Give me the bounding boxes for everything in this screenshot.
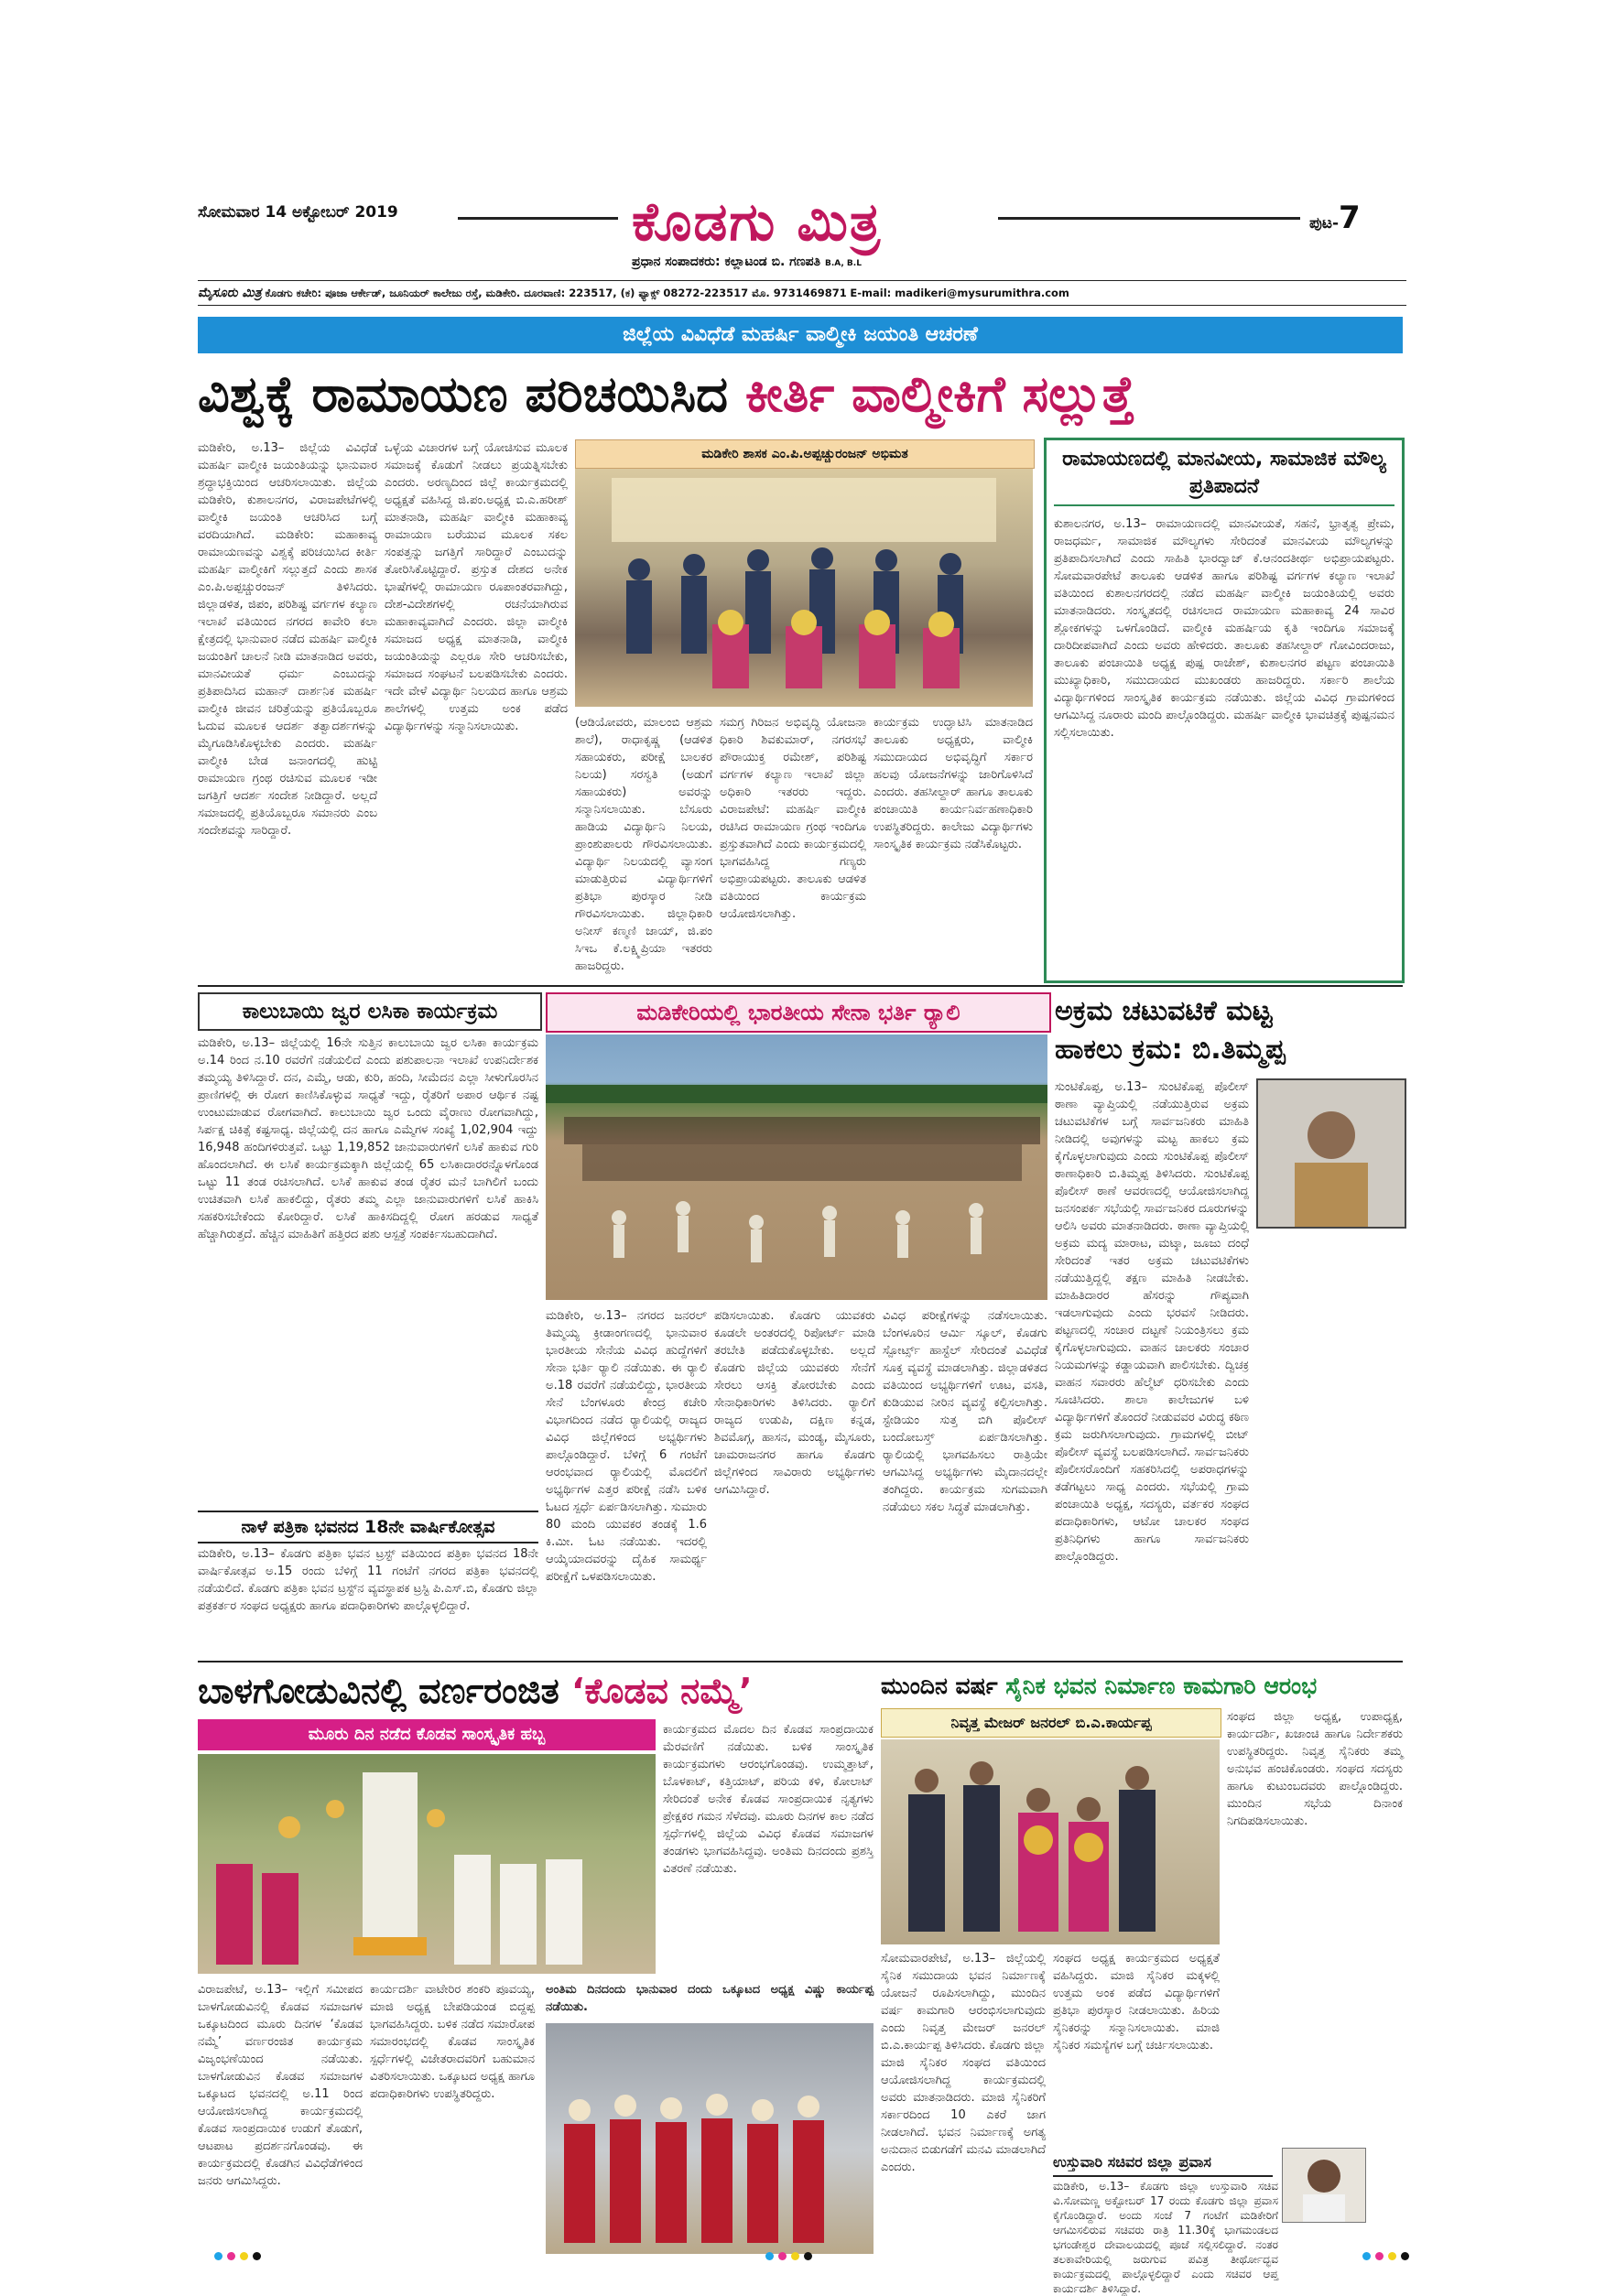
lead-photo-illustration (575, 469, 1033, 707)
sainik-subhead-text: ನಿವೃತ್ತ ಮೇಜರ್ ಜನರಲ್ ಬಿ.ಎ.ಕಾರ್ಯಪ್ಪ (950, 1714, 1152, 1731)
kodava-headline-black: ಬಾಳಗೋಡುವಿನಲ್ಲಿ ವರ್ಣರಂಜಿತ (198, 1671, 559, 1711)
kodava-dance-illustration (546, 2023, 874, 2254)
sainik-subhead (881, 1708, 1221, 1738)
office-address: ಕೊಡಗು ಕಚೇರಿ: ಪೂಜಾ ಆರ್ಕೇಡ್, ಜೂನಿಯರ್ ಕಾಲೇಜು ರಸ್ತೆ, ಮಡಿಕೇರಿ. ದೂರವಾಣಿ: 223517, (ಕ) ಫ್ಯಾಕ್ಸ್ 08272-223517 ಮೊ. 9731469871 (265, 287, 847, 299)
kodava-kicker (198, 1719, 656, 1750)
reg-dot-6 (778, 2252, 787, 2260)
patrika-headline (198, 1511, 538, 1543)
page-label: ಪುಟ- (1309, 214, 1339, 233)
kodava-col-1: ವಿರಾಜಪೇಟೆ, ಅ.13– ಇಲ್ಲಿಗೆ ಸಮೀಪದ ಬಾಳಗೋಡುವಿನಲ್ಲಿ ಕೊಡವ ಸಮಾಜಗಳ ಒಕ್ಕೂಟದಿಂದ ಮೂರು ದಿನಗಳ ‘ಕೊಡವ ನಮ್ಮೆ’ ವರ್ಣರಂಜಿತ ಕಾರ್ಯಕ್ರಮ ವಿಜೃಂಭಣೆಯಿಂದ ನಡೆಯಿತು. ಬಾಳಗೋಡುವಿನ ಕೊಡವ ಸಮಾಜಗಳ ಒಕ್ಕೂಟದ ಭವನದಲ್ಲಿ ಅ.11 ರಿಂದ ಆಯೋಜಿಸಲಾಗಿದ್ದ ಕಾರ್ಯಕ್ರಮದಲ್ಲಿ ಕೊಡವ ಸಾಂಪ್ರದಾಯಿಕ ಉಡುಗೆ ತೊಡುಗೆ, ಆಟಪಾಟ ಪ್ರದರ್ಶನಗೊಂಡವು. ಈ ಕಾರ್ಯಕ್ರಮದಲ್ಲಿ ಕೊಡಗಿನ ವಿವಿಧೆಡೆಗಳಿಂದ ಜನರು ಆಗಮಿಸಿದ್ದರು. (198, 1983, 363, 2188)
reg-dot-2 (227, 2252, 235, 2260)
army-rally-headline-text: ಮಡಿಕೇರಿಯಲ್ಲಿ ಭಾರತೀಯ ಸೇನಾ ಭರ್ತಿ ರ‍್ಯಾಲಿ (636, 1000, 960, 1025)
army-rally-col-3: ವಿವಿಧ ಪರೀಕ್ಷೆಗಳನ್ನು ನಡೆಸಲಾಯಿತು. ಬೆಂಗಳೂರಿನ ಆರ್ಮಿ ಸ್ಕೂಲ್, ಕೊಡಗು ಸ್ಪೋರ್ಟ್ಸ್ ಹಾಸ್ಟೆಲ್ ಸೇರಿದಂತೆ ವಿವಿಧೆಡೆ ಸೂಕ್ತ ವ್ಯವಸ್ಥೆ ಮಾಡಲಾಗಿತ್ತು. ಜಿಲ್ಲಾಡಳಿತದ ವತಿಯಿಂದ ಅಭ್ಯರ್ಥಿಗಳಿಗೆ ಊಟ, ವಸತಿ, ಕುಡಿಯುವ ನೀರಿನ ವ್ಯವಸ್ಥೆ ಕಲ್ಪಿಸಲಾಗಿತ್ತು. ಸ್ಟೇಡಿಯಂ ಸುತ್ತ ಬಿಗಿ ಪೊಲೀಸ್ ಬಂದೋಬಸ್ತ್ ಏರ್ಪಡಿಸಲಾಗಿತ್ತು. ರ‍್ಯಾಲಿಯಲ್ಲಿ ಭಾಗವಹಿಸಲು ರಾತ್ರಿಯೇ ಆಗಮಿಸಿದ್ದ ಅಭ್ಯರ್ಥಿಗಳು ಮೈದಾನದಲ್ಲೇ ತಂಗಿದ್ದರು. ಕಾರ್ಯಕ್ರಮ ಸುಗಮವಾಗಿ ನಡೆಯಲು ಸಕಲ ಸಿದ್ಧತೆ ಮಾಡಲಾಗಿತ್ತು. (883, 1309, 1047, 1514)
akrama-headline (1055, 992, 1403, 1073)
kodava-col-3: ಕಾರ್ಯಕ್ರಮದ ಮೊದಲ ದಿನ ಕೊಡವ ಸಾಂಪ್ರದಾಯಿಕ ಮೆರವಣಿಗೆ ನಡೆಯಿತು. ಬಳಿಕ ಸಾಂಸ್ಕೃತಿಕ ಕಾರ್ಯಕ್ರಮಗಳು ಆರಂಭಗೊಂಡವು. ಉಮ್ಮತ್ತಾಟ್, ಬೊಳಕಾಟ್, ಕತ್ತಿಯಾಟ್, ಪರಿಯ ಕಳಿ, ಕೋಲಾಟ್ ಸೇರಿದಂತೆ ಅನೇಕ ಕೊಡವ ಸಾಂಪ್ರದಾಯಿಕ ನೃತ್ಯಗಳು ಪ್ರೇಕ್ಷಕರ ಗಮನ ಸೆಳೆದವು. ಮೂರು ದಿನಗಳ ಕಾಲ ನಡೆದ ಸ್ಪರ್ಧೆಗಳಲ್ಲಿ ಜಿಲ್ಲೆಯ ವಿವಿಧ ಕೊಡವ ಸಮಾಜಗಳ ತಂಡಗಳು ಭಾಗವಹಿಸಿದ್ದವು. ಅಂತಿಮ ದಿನದಂದು ಪ್ರಶಸ್ತಿ ವಿತರಣೆ ನಡೆಯಿತು. (663, 1723, 874, 1876)
reg-dot-3 (240, 2252, 248, 2260)
masthead-rule-left (458, 217, 618, 220)
kalubai-headline (198, 992, 542, 1031)
lead-photo-caption (575, 439, 1035, 469)
akrama-headline-line-1: ಅಕ್ರಮ ಚಟುವಟಿಕೆ ಮಟ್ಟ (1055, 995, 1273, 1027)
akrama-photo (1256, 1078, 1406, 1229)
reg-dot-5 (765, 2252, 774, 2260)
kalubai-body: ಮಡಿಕೇರಿ, ಅ.13– ಜಿಲ್ಲೆಯಲ್ಲಿ 16ನೇ ಸುತ್ತಿನ ಕಾಲುಬಾಯಿ ಜ್ವರ ಲಸಿಕಾ ಕಾರ್ಯಕ್ರಮ ಅ.14 ರಿಂದ ನ.10 ರವರೆಗೆ ನಡೆಯಲಿದೆ ಎಂದು ಪಶುಪಾಲನಾ ಇಲಾಖೆ ಉಪನಿರ್ದೇಶಕ ತಮ್ಮಯ್ಯ ತಿಳಿಸಿದ್ದಾರೆ. ದನ, ಎಮ್ಮೆ, ಆಡು, ಕುರಿ, ಹಂದಿ, ಸೀಮೆದನ ಎಲ್ಲಾ ಸೀಳುಗೊರಸಿನ ಪ್ರಾಣಿಗಳಲ್ಲಿ ಈ ರೋಗ ಕಾಣಿಸಿಕೊಳ್ಳುವ ಸಾಧ್ಯತೆ ಇದ್ದು, ರೈತರಿಗೆ ಅಪಾರ ಆರ್ಥಿಕ ನಷ್ಟ ಉಂಟುಮಾಡುವ ರೋಗವಾಗಿದೆ. ಕಾಲುಬಾಯಿ ಜ್ವರ ಒಂದು ವೈರಾಣು ರೋಗವಾಗಿದ್ದು, ಸಿರ್ಪಕ್ಷ ಚಿಕಿತ್ಸೆ ಕಷ್ಟಸಾಧ್ಯ. ಜಿಲ್ಲೆಯಲ್ಲಿ ದನ ಹಾಗೂ ಎಮ್ಮೆಗಳ ಸಂಖ್ಯೆ 1,02,904 ಇದ್ದು 16,948 ಹಂದಿಗಳಿರುತ್ತವೆ. ಒಟ್ಟು 1,19,852 ಜಾನುವಾರುಗಳಿಗೆ ಲಸಿಕೆ ಹಾಕುವ ಗುರಿ ಹೊಂದಲಾಗಿದೆ. ಈ ಲಸಿಕೆ ಕಾರ್ಯಕ್ರಮಕ್ಕಾಗಿ ಜಿಲ್ಲೆಯಲ್ಲಿ 65 ಲಸಿಕಾದಾರರನ್ನೊಳಗೊಂಡ ಒಟ್ಟು 11 ತಂಡ ರಚಿಸಲಾಗಿದೆ. ಲಸಿಕೆ ಹಾಕುವ ತಂಡ ರೈತರ ಮನೆ ಬಾಗಿಲಿಗೆ ಬಂದು ಉಚಿತವಾಗಿ ಲಸಿಕೆ ಹಾಕಲಿದ್ದು, ರೈತರು ತಮ್ಮ ಎಲ್ಲಾ ಜಾನುವಾರುಗಳಿಗೆ ಲಸಿಕೆ ಹಾಕಿಸಿ ಸಹಕರಿಸಬೇಕೆಂದು ಕೋರಿದ್ದಾರೆ. ಲಸಿಕೆ ಹಾಕಿಸದಿದ್ದಲ್ಲಿ ರೋಗ ಹರಡುವ ಸಾಧ್ಯತೆ ಹೆಚ್ಚಾಗಿರುತ್ತದೆ. ಹೆಚ್ಚಿನ ಮಾಹಿತಿಗೆ ಹತ್ತಿರದ ಪಶು ಆಸ್ಪತ್ರೆ ಸಂಪರ್ಕಿಸಬಹುದಾಗಿದೆ. (198, 1036, 538, 1241)
army-rally-illustration (546, 1034, 1047, 1300)
sainik-headline-black: ಮುಂದಿನ ವರ್ಷ (881, 1673, 998, 1699)
kodava-photo-dance (546, 2023, 874, 2254)
lead-photo-caption-text: ಮಡಿಕೇರಿ ಶಾಸಕ ಎಂ.ಪಿ.ಅಪ್ಪಚ್ಚುರಂಜನ್ ಅಭಿಮತ (701, 447, 908, 461)
reg-dot-7 (791, 2252, 799, 2260)
lead-photo (575, 469, 1033, 707)
page-number (1309, 200, 1361, 236)
lead-kicker (198, 317, 1403, 353)
officer-portrait (1258, 1080, 1405, 1227)
office-strip (198, 280, 1406, 306)
lead-headline-red: ಕೀರ್ತಿ ವಾಲ್ಮೀಕಿಗೆ ಸಲ್ಲುತ್ತೆ (744, 365, 1135, 423)
masthead-title: ಕೊಡಗು ಮಿತ್ರ (632, 190, 883, 253)
akrama-body-top (1055, 1078, 1249, 1564)
kodava-photo-main (198, 1754, 656, 1974)
lead-col-3: (ಆಡಿಯೋವರು, ಮಾಲಂಬಿ ಆಶ್ರಮ ಶಾಲೆ), ರಾಧಾಕೃಷ್ಣ (ಆಡಳಿತ ಸಹಾಯಕರು, ಪರೀಕ್ಷೆ ಬಾಲಕರ ನಿಲಯ) ಸರಸ್ವತಿ (ಅಡುಗೆ ಸಹಾಯಕರು) ಅವರನ್ನು ಸನ್ಮಾನಿಸಲಾಯಿತು. ಬೆಸೂರು ಹಾಡಿಯ ವಿದ್ಯಾರ್ಥಿನಿ ನಿಲಯ, ಪ್ರಾಂಶುಪಾಲರು ಗೌರವಿಸಲಾಯಿತು. ವಿದ್ಯಾರ್ಥಿ ನಿಲಯದಲ್ಲಿ ವ್ಯಾಸಂಗ ಮಾಡುತ್ತಿರುವ ವಿದ್ಯಾರ್ಥಿಗಳಿಗೆ ಪ್ರತಿಭಾ ಪುರಸ್ಕಾರ ನೀಡಿ ಗೌರವಿಸಲಾಯಿತು. ಜಿಲ್ಲಾಧಿಕಾರಿ ಅನೀಸ್ ಕಣ್ಮಣಿ ಜಾಯ್, ಜಿ.ಪಂ ಸಿಇಒ ಕೆ.ಲಕ್ಷ್ಮಿಪ್ರಿಯಾ ಇತರರು ಹಾಜರಿದ್ದರು. (575, 716, 712, 973)
kodava-col-2: ಕಾರ್ಯದರ್ಶಿ ವಾಟೇರಿರ ಶಂಕರಿ ಪೂವಯ್ಯ, ಮಾಜಿ ಅಧ್ಯಕ್ಷ ಬೇಪಡಿಯಂಡ ಬಿದ್ದಪ್ಪ ಭಾಗವಹಿಸಿದ್ದರು. ಬಳಿಕ ನಡೆದ ಸಮಾರೋಪ ಸಮಾರಂಭದಲ್ಲಿ ಕೊಡವ ಸಾಂಸ್ಕೃತಿಕ ಸ್ಪರ್ಧೆಗಳಲ್ಲಿ ವಿಜೇತರಾದವರಿಗೆ ಬಹುಮಾನ ವಿತರಿಸಲಾಯಿತು. ಒಕ್ಕೂಟದ ಅಧ್ಯಕ್ಷ ಹಾಗೂ ಪದಾಧಿಕಾರಿಗಳು ಉಪಸ್ಥಿತರಿದ್ದರು. (370, 1983, 535, 2101)
editor-degree: B.A, B.L (824, 259, 862, 268)
usturi-headline-text: ಉಸ್ತುವಾರಿ ಸಚಿವರ ಜಿಲ್ಲಾ ಪ್ರವಾಸ (1053, 2153, 1211, 2171)
kalubai-headline-text: ಕಾಲುಬಾಯಿ ಜ್ವರ ಲಸಿಕಾ ಕಾರ್ಯಕ್ರಮ (242, 1000, 498, 1023)
akrama-body: ಸುಂಟಿಕೊಪ್ಪ, ಅ.13– ಸುಂಟಿಕೊಪ್ಪ ಪೊಲೀಸ್ ಠಾಣಾ ವ್ಯಾಪ್ತಿಯಲ್ಲಿ ನಡೆಯುತ್ತಿರುವ ಅಕ್ರಮ ಚಟುವಟಿಕೆಗಳ ಬಗ್ಗೆ ಸಾರ್ವಜನಿಕರು ಮಾಹಿತಿ ನೀಡಿದಲ್ಲಿ ಅವುಗಳನ್ನು ಮಟ್ಟ ಹಾಕಲು ಕ್ರಮ ಕೈಗೊಳ್ಳಲಾಗುವುದು ಎಂದು ಸುಂಟಿಕೊಪ್ಪ ಪೊಲೀಸ್ ಠಾಣಾಧಿಕಾರಿ ಬಿ.ತಿಮ್ಮಪ್ಪ ತಿಳಿಸಿದರು. ಸುಂಟಿಕೊಪ್ಪ ಪೊಲೀಸ್ ಠಾಣೆ ಆವರಣದಲ್ಲಿ ಆಯೋಜಿಸಲಾಗಿದ್ದ ಜನಸಂಪರ್ಕ ಸಭೆಯಲ್ಲಿ ಸಾರ್ವಜನಿಕರ ದೂರುಗಳನ್ನು ಆಲಿಸಿ ಅವರು ಮಾತನಾಡಿದರು. ಠಾಣಾ ವ್ಯಾಪ್ತಿಯಲ್ಲಿ ಅಕ್ರಮ ಮದ್ಯ ಮಾರಾಟ, ಮಟ್ಕಾ, ಜೂಜು ದಂಧೆ ಸೇರಿದಂತೆ ಇತರ ಅಕ್ರಮ ಚಟುವಟಿಕೆಗಳು ನಡೆಯುತ್ತಿದ್ದಲ್ಲಿ ತಕ್ಷಣ ಮಾಹಿತಿ ನೀಡಬೇಕು. ಮಾಹಿತಿದಾರರ ಹೆಸರನ್ನು ಗೌಪ್ಯವಾಗಿ ಇಡಲಾಗುವುದು ಎಂದು ಭರವಸೆ ನೀಡಿದರು. ಪಟ್ಟಣದಲ್ಲಿ ಸಂಚಾರ ದಟ್ಟಣೆ ನಿಯಂತ್ರಿಸಲು ಕ್ರಮ ಕೈಗೊಳ್ಳಲಾಗುವುದು. ವಾಹನ ಚಾಲಕರು ಸಂಚಾರ ನಿಯಮಗಳನ್ನು ಕಡ್ಡಾಯವಾಗಿ ಪಾಲಿಸಬೇಕು. ದ್ವಿಚಕ್ರ ವಾಹನ ಸವಾರರು ಹೆಲ್ಮೆಟ್ ಧರಿಸಬೇಕು ಎಂದು ಸೂಚಿಸಿದರು. ಶಾಲಾ ಕಾಲೇಜುಗಳ ಬಳಿ ವಿದ್ಯಾರ್ಥಿಗಳಿಗೆ ತೊಂದರೆ ನೀಡುವವರ ವಿರುದ್ಧ ಕಠಿಣ ಕ್ರಮ ಜರುಗಿಸಲಾಗುವುದು. ಗ್ರಾಮಗಳಲ್ಲಿ ಬೀಟ್ ಪೊಲೀಸ್ ವ್ಯವಸ್ಥೆ ಬಲಪಡಿಸಲಾಗಿದೆ. ಸಾರ್ವಜನಿಕರು ಪೊಲೀಸರೊಂದಿಗೆ ಸಹಕರಿಸಿದಲ್ಲಿ ಅಪರಾಧಗಳನ್ನು ತಡೆಗಟ್ಟಲು ಸಾಧ್ಯ ಎಂದರು. ಸಭೆಯಲ್ಲಿ ಗ್ರಾಮ ಪಂಚಾಯಿತಿ ಅಧ್ಯಕ್ಷ, ಸದಸ್ಯರು, ವರ್ತಕರ ಸಂಘದ ಪದಾಧಿಕಾರಿಗಳು, ಆಟೋ ಚಾಲಕರ ಸಂಘದ ಪ್ರತಿನಿಧಿಗಳು ಹಾಗೂ ಸಾರ್ವಜನಿಕರು ಪಾಲ್ಗೊಂಡಿದ್ದರು. (1055, 1080, 1249, 1564)
akrama-headline-line-2: ಹಾಕಲು ಕ್ರಮ: ಬಿ.ತಿಮ್ಮಪ್ಪ (1055, 1034, 1286, 1066)
lead-col-4: ಸಮಗ್ರ ಗಿರಿಜನ ಅಭಿವೃದ್ಧಿ ಯೋಜನಾ ಧಿಕಾರಿ ಶಿವಕುಮಾರ್, ನಗರಸಭೆ ಪೌರಾಯುಕ್ತ ರಮೇಶ್, ಪರಿಶಿಷ್ಟ ವರ್ಗಗಳ ಕಲ್ಯಾಣ ಇಲಾಖೆ ಜಿಲ್ಲಾ ಅಧಿಕಾರಿ ಇತರರು ಇದ್ದರು. ವಿರಾಜಪೇಟೆ: ಮಹರ್ಷಿ ವಾಲ್ಮೀಕಿ ರಚಿಸಿದ ರಾಮಾಯಣ ಗ್ರಂಥ ಇಂದಿಗೂ ಪ್ರಸ್ತುತವಾಗಿದೆ ಎಂದು ಕಾರ್ಯಕ್ರಮದಲ್ಲಿ ಭಾಗವಹಿಸಿದ್ದ ಗಣ್ಯರು ಅಭಿಪ್ರಾಯಪಟ್ಟರು. ತಾಲೂಕು ಆಡಳಿತ ವತಿಯಿಂದ ಕಾರ್ಯಕ್ರಮ ಆಯೋಜಿಸಲಾಗಿತ್ತು. (720, 716, 866, 921)
row2-divider (198, 985, 1403, 987)
kodava-headline-red: ‘ಕೊಡವ ನಮ್ಮೆ’ (571, 1671, 753, 1711)
patrika-headline-text: ನಾಳೆ ಪತ್ರಿಕಾ ಭವನದ 18ನೇ ವಾರ್ಷಿಕೋತ್ಸವ (241, 1517, 495, 1537)
patrika-body: ಮಡಿಕೇರಿ, ಅ.13– ಕೊಡಗು ಪತ್ರಿಕಾ ಭವನ ಟ್ರಸ್ಟ್ ವತಿಯಿಂದ ಪತ್ರಿಕಾ ಭವನದ 18ನೇ ವಾರ್ಷಿಕೋತ್ಸವ ಅ.15 ರಂದು ಬೆಳಿಗ್ಗೆ 11 ಗಂಟೆಗೆ ನಗರದ ಪತ್ರಿಕಾ ಭವನದಲ್ಲಿ ನಡೆಯಲಿದೆ. ಕೊಡಗು ಪತ್ರಿಕಾ ಭವನ ಟ್ರಸ್ಟ್‌ನ ವ್ಯವಸ್ಥಾಪಕ ಟ್ರಸ್ಟಿ ಪಿ.ಎಸ್.ಬಿ, ಕೊಡಗು ಜಿಲ್ಲಾ ಪತ್ರಕರ್ತರ ಸಂಘದ ಅಧ್ಯಕ್ಷರು ಹಾಗೂ ಪದಾಧಿಕಾರಿಗಳು ಪಾಲ್ಗೊಳ್ಳಲಿದ್ದಾರೆ. (198, 1547, 538, 1613)
editor-line (632, 255, 862, 269)
usturi-headline (1053, 2150, 1273, 2177)
masthead-rule-right (998, 217, 1300, 220)
editor-name: ಪ್ರಧಾನ ಸಂಪಾದಕರು: ಕಲ್ಲಾಟಂಡ ಬಿ. ಗಣಪತಿ (632, 255, 821, 269)
lead-col-1: ಮಡಿಕೇರಿ, ಅ.13– ಜಿಲ್ಲೆಯ ವಿವಿಧೆಡೆ ಮಹರ್ಷಿ ವಾಲ್ಮೀಕಿ ಜಯಂತಿಯನ್ನು ಭಾನುವಾರ ಶ್ರದ್ಧಾಭಕ್ತಿಯಿಂದ ಆಚರಿಸಲಾಯಿತು. ಜಿಲ್ಲೆಯ ಮಡಿಕೇರಿ, ಕುಶಾಲನಗರ, ವಿರಾಜಪೇಟೆಗಳಲ್ಲಿ ವಾಲ್ಮೀಕಿ ಜಯಂತಿ ಆಚರಿಸಿದ ಬಗ್ಗೆ ವರದಿಯಾಗಿದೆ. ಮಡಿಕೇರಿ: ಮಹಾಕಾವ್ಯ ರಾಮಾಯಣವನ್ನು ವಿಶ್ವಕ್ಕೆ ಪರಿಚಯಿಸಿದ ಕೀರ್ತಿ ಮಹರ್ಷಿ ವಾಲ್ಮೀಕಿಗೆ ಸಲ್ಲುತ್ತದೆ ಎಂದು ಶಾಸಕ ಎಂ.ಪಿ.ಅಪ್ಪಚ್ಚುರಂಜನ್ ತಿಳಿಸಿದರು. ಜಿಲ್ಲಾಡಳಿತ, ಜಿಪಂ, ಪರಿಶಿಷ್ಟ ವರ್ಗಗಳ ಕಲ್ಯಾಣ ಇಲಾಖೆ ವತಿಯಿಂದ ನಗರದ ಕಾವೇರಿ ಕಲಾ ಕ್ಷೇತ್ರದಲ್ಲಿ ಭಾನುವಾರ ನಡೆದ ಮಹರ್ಷಿ ವಾಲ್ಮೀಕಿ ಜಯಂತಿಗೆ ಚಾಲನೆ ನೀಡಿ ಮಾತನಾಡಿದ ಅವರು, ಮಾನವೀಯತೆ ಧರ್ಮ ಎಂಬುದನ್ನು ಪ್ರತಿಪಾದಿಸಿದ ಮಹಾನ್ ದಾರ್ಶನಿಕ ಮಹರ್ಷಿ ವಾಲ್ಮೀಕಿ ಜೀವನ ಚರಿತ್ರೆಯನ್ನು ಪ್ರತಿಯೊಬ್ಬರೂ ಓದುವ ಮೂಲಕ ಆದರ್ಶ ತತ್ವಾದರ್ಶಗಳನ್ನು ಮೈಗೂಡಿಸಿಕೊಳ್ಳಬೇಕು ಎಂದರು. ಮಹರ್ಷಿ ವಾಲ್ಮೀಕಿ ಬೇಡ ಜನಾಂಗದಲ್ಲಿ ಹುಟ್ಟಿ ರಾಮಾಯಣ ಗ್ರಂಥ ರಚಿಸುವ ಮೂಲಕ ಇಡೀ ಜಗತ್ತಿಗೆ ಆದರ್ಶ ಸಂದೇಶ ನೀಡಿದ್ದಾರೆ. ಅಲ್ಲದೆ ಸಮಾಜದಲ್ಲಿ ಪ್ರತಿಯೊಬ್ಬರೂ ಸಮಾನರು ಎಂಬ ಸಂದೇಶವನ್ನು ಸಾರಿದ್ದಾರೆ. (198, 441, 377, 838)
masthead (0, 0, 1606, 302)
usturi-body: ಮಡಿಕೇರಿ, ಅ.13– ಕೊಡಗು ಜಿಲ್ಲಾ ಉಸ್ತುವಾರಿ ಸಚಿವ ವಿ.ಸೋಮಣ್ಣ ಅಕ್ಟೋಬರ್ 17 ರಂದು ಕೊಡಗು ಜಿಲ್ಲಾ ಪ್ರವಾಸ ಕೈಗೊಂಡಿದ್ದಾರೆ. ಅಂದು ಸಂಜೆ 7 ಗಂಟೆಗೆ ಮಡಿಕೇರಿಗೆ ಆಗಮಿಸಲಿರುವ ಸಚಿವರು ರಾತ್ರಿ 11.30ಕ್ಕೆ ಭಾಗಮಂಡಲದ ಭಗಂಡೇಶ್ವರ ದೇವಾಲಯದಲ್ಲಿ ಪೂಜೆ ಸಲ್ಲಿಸಲಿದ್ದಾರೆ. ನಂತರ ತಲಕಾವೇರಿಯಲ್ಲಿ ಜರುಗುವ ಪವಿತ್ರ ತೀರ್ಥೋದ್ಭವ ಕಾರ್ಯಕ್ರಮದಲ್ಲಿ ಪಾಲ್ಗೊಳ್ಳಲಿದ್ದಾರೆ ಎಂದು ಸಚಿವರ ಆಪ್ತ ಕಾರ್ಯದರ್ಶಿ ತಿಳಿಸಿದ್ದಾರೆ. (1053, 2180, 1278, 2295)
army-rally-col-2: ಪಡಿಸಲಾಯಿತು. ಕೊಡಗು ಯುವಕರು ಕೂಡಲೇ ಅಂತರದಲ್ಲಿ ರಿಪೋರ್ಟ್ ಮಾಡಿ ತರಬೇತಿ ಪಡೆದುಕೊಳ್ಳಬೇಕು. ಅಲ್ಲದೆ ಕೊಡಗು ಜಿಲ್ಲೆಯ ಯುವಕರು ಸೇನೆಗೆ ಸೇರಲು ಆಸಕ್ತಿ ತೋರಬೇಕು ಎಂದು ಸೇನಾಧಿಕಾರಿಗಳು ತಿಳಿಸಿದರು. ರ‍್ಯಾಲಿಗೆ ರಾಜ್ಯದ ಉಡುಪಿ, ದಕ್ಷಿಣ ಕನ್ನಡ, ಶಿವಮೊಗ್ಗ, ಹಾಸನ, ಮಂಡ್ಯ, ಮೈಸೂರು, ಚಾಮರಾಜನಗರ ಹಾಗೂ ಕೊಡಗು ಜಿಲ್ಲೆಗಳಿಂದ ಸಾವಿರಾರು ಅಭ್ಯರ್ಥಿಗಳು ಆಗಮಿಸಿದ್ದಾರೆ. (714, 1309, 875, 1497)
kodava-caption: ಅಂತಿಮ ದಿನದಂದು ಭಾನುವಾರ ದಂದು ಒಕ್ಕೂಟದ ಅಧ್ಯಕ್ಷ ವಿಷ್ಣು ಕಾರ್ಯಪ್ಪ ನಡೆಯಿತು. (546, 1983, 874, 2014)
army-rally-headline (546, 992, 1051, 1033)
minister-portrait (1283, 2149, 1365, 2222)
reg-dot-9 (1362, 2252, 1371, 2260)
lead-col-2: ಒಳ್ಳೆಯ ವಿಚಾರಗಳ ಬಗ್ಗೆ ಯೋಚಿಸುವ ಮೂಲಕ ಸಮಾಜಕ್ಕೆ ಕೊಡುಗೆ ನೀಡಲು ಪ್ರಯತ್ನಿಸಬೇಕು ಎಂದರು. ಅರಣ್ಯದಿಂದ ಜಿಲ್ಲೆ ಕಾರ್ಯಕ್ರಮದಲ್ಲಿ ಅಧ್ಯಕ್ಷತೆ ವಹಿಸಿದ್ದ ಜಿ.ಪಂ.ಅಧ್ಯಕ್ಷ ಬಿ.ಎ.ಹರೀಶ್ ಮಾತನಾಡಿ, ಮಹರ್ಷಿ ವಾಲ್ಮೀಕಿ ಮಹಾಕಾವ್ಯ ರಾಮಾಯಣ ಬರೆಯುವ ಮೂಲಕ ಸಕಲ ಸಂಪತ್ತನ್ನು ಜಗತ್ತಿಗೆ ಸಾರಿದ್ದಾರೆ ಎಂಬುದನ್ನು ತೋರಿಸಿಕೊಟ್ಟಿದ್ದಾರೆ. ಪ್ರಸ್ತುತ ದೇಶದ ಅನೇಕ ಭಾಷೆಗಳಲ್ಲಿ ರಾಮಾಯಣ ರೂಪಾಂತರವಾಗಿದ್ದು, ದೇಶ-ವಿದೇಶಗಳಲ್ಲಿ ರಚನೆಯಾಗಿರುವ ಮಹಾಕಾವ್ಯವಾಗಿದೆ ಎಂದರು. ಜಿಲ್ಲಾ ವಾಲ್ಮೀಕಿ ಸಮಾಜದ ಅಧ್ಯಕ್ಷ ಮಾತನಾಡಿ, ವಾಲ್ಮೀಕಿ ಜಯಂತಿಯನ್ನು ಎಲ್ಲರೂ ಸೇರಿ ಆಚರಿಸಬೇಕು, ಸಮಾಜದ ಸಂಘಟನೆ ಬಲಪಡಿಸಬೇಕು ಎಂದರು. ಇದೇ ವೇಳೆ ವಿದ್ಯಾರ್ಥಿ ನಿಲಯದ ಹಾಗೂ ಆಶ್ರಮ ಶಾಲೆಗಳಲ್ಲಿ ಉತ್ತಮ ಅಂಕ ಪಡೆದ ವಿದ್ಯಾರ್ಥಿಗಳನ್ನು ಸನ್ಮಾನಿಸಲಾಯಿತು. (385, 441, 568, 733)
usturi-photo (1282, 2148, 1366, 2223)
ramayana-box-headline: ರಾಮಾಯಣದಲ್ಲಿ ಮಾನವೀಯ, ಸಾಮಾಜಿಕ ಮೌಲ್ಯ ಪ್ರತಿಪಾದನೆ (1054, 446, 1394, 506)
army-rally-col-1: ಮಡಿಕೇರಿ, ಅ.13– ನಗರದ ಜನರಲ್ ತಿಮ್ಮಯ್ಯ ಕ್ರೀಡಾಂಗಣದಲ್ಲಿ ಭಾನುವಾರ ಭಾರತೀಯ ಸೇನೆಯ ವಿವಿಧ ಹುದ್ದೆಗಳಿಗೆ ಸೇನಾ ಭರ್ತಿ ರ‍್ಯಾಲಿ ನಡೆಯಿತು. ಈ ರ‍್ಯಾಲಿ ಅ.18 ರವರೆಗೆ ನಡೆಯಲಿದ್ದು, ಭಾರತೀಯ ಸೇನೆ ಬೆಂಗಳೂರು ಕೇಂದ್ರ ಕಚೇರಿ ವಿಭಾಗದಿಂದ ನಡೆದ ರ‍್ಯಾಲಿಯಲ್ಲಿ ರಾಜ್ಯದ ವಿವಿಧ ಜಿಲ್ಲೆಗಳಿಂದ ಅಭ್ಯರ್ಥಿಗಳು ಪಾಲ್ಗೊಂಡಿದ್ದಾರೆ. ಬೆಳಿಗ್ಗೆ 6 ಗಂಟೆಗೆ ಆರಂಭವಾದ ರ‍್ಯಾಲಿಯಲ್ಲಿ ಮೊದಲಿಗೆ ಅಭ್ಯರ್ಥಿಗಳ ಎತ್ತರ ಪರೀಕ್ಷೆ ನಡೆಸಿ ಬಳಿಕ ಓಟದ ಸ್ಪರ್ಧೆ ಏರ್ಪಡಿಸಲಾಗಿತ್ತು. ಸುಮಾರು 80 ಮಂದಿ ಯುವಕರ ತಂಡಕ್ಕೆ 1.6 ಕಿ.ಮೀ. ಓಟ ನಡೆಯಿತು. ಇದರಲ್ಲಿ ಆಯ್ಕೆಯಾದವರನ್ನು ದೈಹಿಕ ಸಾಮರ್ಥ್ಯ ಪರೀಕ್ಷೆಗೆ ಒಳಪಡಿಸಲಾಯಿತು. (546, 1309, 707, 1584)
sainik-headline (881, 1668, 1403, 1705)
lead-col-5: ಕಾರ್ಯಕ್ರಮ ಉದ್ಘಾಟಿಸಿ ಮಾತನಾಡಿದ ತಾಲೂಕು ಅಧ್ಯಕ್ಷರು, ವಾಲ್ಮೀಕಿ ಸಮುದಾಯದ ಅಭಿವೃದ್ಧಿಗೆ ಸರ್ಕಾರ ಹಲವು ಯೋಜನೆಗಳನ್ನು ಜಾರಿಗೊಳಿಸಿದೆ ಎಂದರು. ತಹಸೀಲ್ದಾರ್ ಹಾಗೂ ತಾಲೂಕು ಪಂಚಾಯಿತಿ ಕಾರ್ಯನಿರ್ವಹಣಾಧಿಕಾರಿ ಉಪಸ್ಥಿತರಿದ್ದರು. ಕಾಲೇಜು ವಿದ್ಯಾರ್ಥಿಗಳು ಸಾಂಸ್ಕೃತಿಕ ಕಾರ್ಯಕ್ರಮ ನಡೆಸಿಕೊಟ್ಟರು. (874, 716, 1033, 851)
reg-dot-8 (804, 2252, 812, 2260)
reg-dot-10 (1375, 2252, 1384, 2260)
mysuru-mitra-logo: ಮೈಸೂರು ಮಿತ್ರ (198, 286, 262, 300)
kodava-headline (198, 1668, 874, 1714)
kodava-kicker-text: ಮೂರು ದಿನ ನಡೆದ ಕೊಡವ ಸಾಂಸ್ಕೃತಿಕ ಹಬ್ಬ (308, 1725, 546, 1744)
page-number-value: 7 (1339, 200, 1361, 236)
sainik-col-2: ಸಂಘದ ಅಧ್ಯಕ್ಷ ಕಾರ್ಯಕ್ರಮದ ಅಧ್ಯಕ್ಷತೆ ವಹಿಸಿದ್ದರು. ಮಾಜಿ ಸೈನಿಕರ ಮಕ್ಕಳಲ್ಲಿ ಉತ್ತಮ ಅಂಕ ಪಡೆದ ವಿದ್ಯಾರ್ಥಿಗಳಿಗೆ ಪ್ರತಿಭಾ ಪುರಸ್ಕಾರ ನೀಡಲಾಯಿತು. ಹಿರಿಯ ಸೈನಿಕರನ್ನು ಸನ್ಮಾನಿಸಲಾಯಿತು. ಮಾಜಿ ಸೈನಿಕರ ಸಮಸ್ಯೆಗಳ ಬಗ್ಗೆ ಚರ್ಚಿಸಲಾಯಿತು. (1053, 1952, 1220, 2052)
issue-date: ಸೋಮವಾರ 14 ಅಕ್ಟೋಬರ್ 2019 (198, 203, 398, 222)
reg-dot-1 (214, 2252, 222, 2260)
sainik-col-3: ಸಂಘದ ಜಿಲ್ಲಾ ಅಧ್ಯಕ್ಷ, ಉಪಾಧ್ಯಕ್ಷ, ಕಾರ್ಯದರ್ಶಿ, ಖಜಾಂಚಿ ಹಾಗೂ ನಿರ್ದೇಶಕರು ಉಪಸ್ಥಿತರಿದ್ದರು. ನಿವೃತ್ತ ಸೈನಿಕರು ತಮ್ಮ ಅನುಭವ ಹಂಚಿಕೊಂಡರು. ಸಂಘದ ಸದಸ್ಯರು ಹಾಗೂ ಕುಟುಂಬದವರು ಪಾಲ್ಗೊಂಡಿದ್ದರು. ಮುಂದಿನ ಸಭೆಯ ದಿನಾಂಕ ನಿಗದಿಪಡಿಸಲಾಯಿತು. (1227, 1710, 1403, 1828)
lead-headline (198, 359, 1403, 430)
lead-headline-black: ವಿಶ್ವಕ್ಕೆ ರಾಮಾಯಣ ಪರಿಚಯಿಸಿದ (198, 365, 729, 423)
reg-dot-4 (253, 2252, 261, 2260)
reg-dot-12 (1401, 2252, 1409, 2260)
ramayana-box (1044, 438, 1405, 983)
sainik-photo (881, 1739, 1220, 1944)
army-rally-photo (546, 1034, 1047, 1300)
sainik-headline-green: ಸೈನಿಕ ಭವನ ನಿರ್ಮಾಣ ಕಾಮಗಾರಿ ಆರಂಭ (1005, 1673, 1318, 1699)
office-email: E-mail: madikeri@mysurumithra.com (850, 287, 1069, 299)
sainik-felicitation-illustration (881, 1739, 1220, 1944)
sainik-col-1: ಸೋಮವಾರಪೇಟೆ, ಅ.13– ಜಿಲ್ಲೆಯಲ್ಲಿ ಸೈನಿಕ ಸಮುದಾಯ ಭವನ ನಿರ್ಮಾಣಕ್ಕೆ ಯೋಜನೆ ರೂಪಿಸಲಾಗಿದ್ದು, ಮುಂದಿನ ವರ್ಷ ಕಾಮಗಾರಿ ಆರಂಭಿಸಲಾಗುವುದು ಎಂದು ನಿವೃತ್ತ ಮೇಜರ್ ಜನರಲ್ ಬಿ.ಎ.ಕಾರ್ಯಪ್ಪ ತಿಳಿಸಿದರು. ಕೊಡಗು ಜಿಲ್ಲಾ ಮಾಜಿ ಸೈನಿಕರ ಸಂಘದ ವತಿಯಿಂದ ಆಯೋಜಿಸಲಾಗಿದ್ದ ಕಾರ್ಯಕ್ರಮದಲ್ಲಿ ಅವರು ಮಾತನಾಡಿದರು. ಮಾಜಿ ಸೈನಿಕರಿಗೆ ಸರ್ಕಾರದಿಂದ 10 ಎಕರೆ ಜಾಗ ನೀಡಲಾಗಿದೆ. ಭವನ ನಿರ್ಮಾಣಕ್ಕೆ ಅಗತ್ಯ ಅನುದಾನ ಬಿಡುಗಡೆಗೆ ಮನವಿ ಮಾಡಲಾಗಿದೆ ಎಂದರು. (881, 1952, 1047, 2174)
ramayana-box-body: ಕುಶಾಲನಗರ, ಅ.13– ರಾಮಾಯಣದಲ್ಲಿ ಮಾನವೀಯತೆ, ಸಹನೆ, ಭ್ರಾತೃತ್ವ ಪ್ರೇಮ, ರಾಜಧರ್ಮ, ಸಾಮಾಜಿಕ ಮೌಲ್ಯಗಳು ಸೇರಿದಂತೆ ಮಾನವೀಯ ಮೌಲ್ಯಗಳನ್ನು ಪ್ರತಿಪಾದಿಸಲಾಗಿದೆ ಎಂದು ಸಾಹಿತಿ ಭಾರದ್ವಾಜ್ ಕೆ.ಆನಂದತೀರ್ಥ ಅಭಿಪ್ರಾಯಪಟ್ಟರು. ಸೋಮವಾರಪೇಟೆ ತಾಲೂಕು ಆಡಳಿತ ಹಾಗೂ ಪರಿಶಿಷ್ಟ ವರ್ಗಗಳ ಕಲ್ಯಾಣ ಇಲಾಖೆ ವತಿಯಿಂದ ಕುಶಾಲನಗರದಲ್ಲಿ ನಡೆದ ಮಹರ್ಷಿ ವಾಲ್ಮೀಕಿ ಜಯಂತಿಯಲ್ಲಿ ಅವರು ಮಾತನಾಡಿದರು. ಸಂಸ್ಕೃತದಲ್ಲಿ ರಚಿಸಲಾದ ರಾಮಾಯಣ ಮಹಾಕಾವ್ಯ 24 ಸಾವಿರ ಶ್ಲೋಕಗಳನ್ನು ಒಳಗೊಂಡಿದೆ. ವಾಲ್ಮೀಕಿ ಮಹರ್ಷಿಯ ಕೃತಿ ಇಂದಿಗೂ ಸಮಾಜಕ್ಕೆ ದಾರಿದೀಪವಾಗಿದೆ ಎಂದು ಅವರು ಹೇಳಿದರು. ತಾಲೂಕು ತಹಸೀಲ್ದಾರ್ ಗೋವಿಂದರಾಜು, ತಾಲೂಕು ಪಂಚಾಯಿತಿ ಅಧ್ಯಕ್ಷ ಪುಷ್ಪ ರಾಜೇಶ್, ಕುಶಾಲನಗರ ಪಟ್ಟಣ ಪಂಚಾಯಿತಿ ಮುಖ್ಯಾಧಿಕಾರಿ, ಸಮುದಾಯದ ಮುಖಂಡರು ಹಾಜರಿದ್ದರು. ಸರ್ಕಾರಿ ಶಾಲೆಯ ವಿದ್ಯಾರ್ಥಿಗಳಿಂದ ಸಾಂಸ್ಕೃತಿಕ ಕಾರ್ಯಕ್ರಮ ನಡೆಯಿತು. ಜಿಲ್ಲೆಯ ವಿವಿಧ ಗ್ರಾಮಗಳಿಂದ ಆಗಮಿಸಿದ್ದ ನೂರಾರು ಮಂದಿ ಪಾಲ್ಗೊಂಡಿದ್ದರು. ಮಹರ್ಷಿ ವಾಲ್ಮೀಕಿ ಭಾವಚಿತ್ರಕ್ಕೆ ಪುಷ್ಪನಮನ ಸಲ್ಲಿಸಲಾಯಿತು. (1054, 517, 1394, 740)
lead-kicker-text: ಜಿಲ್ಲೆಯ ವಿವಿಧೆಡೆ ಮಹರ್ಷಿ ವಾಲ್ಮೀಕಿ ಜಯಂತಿ ಆಚರಣೆ (623, 323, 978, 346)
row3-divider (198, 1661, 1403, 1662)
kodava-ceremony-illustration (198, 1754, 656, 1974)
reg-dot-11 (1388, 2252, 1396, 2260)
